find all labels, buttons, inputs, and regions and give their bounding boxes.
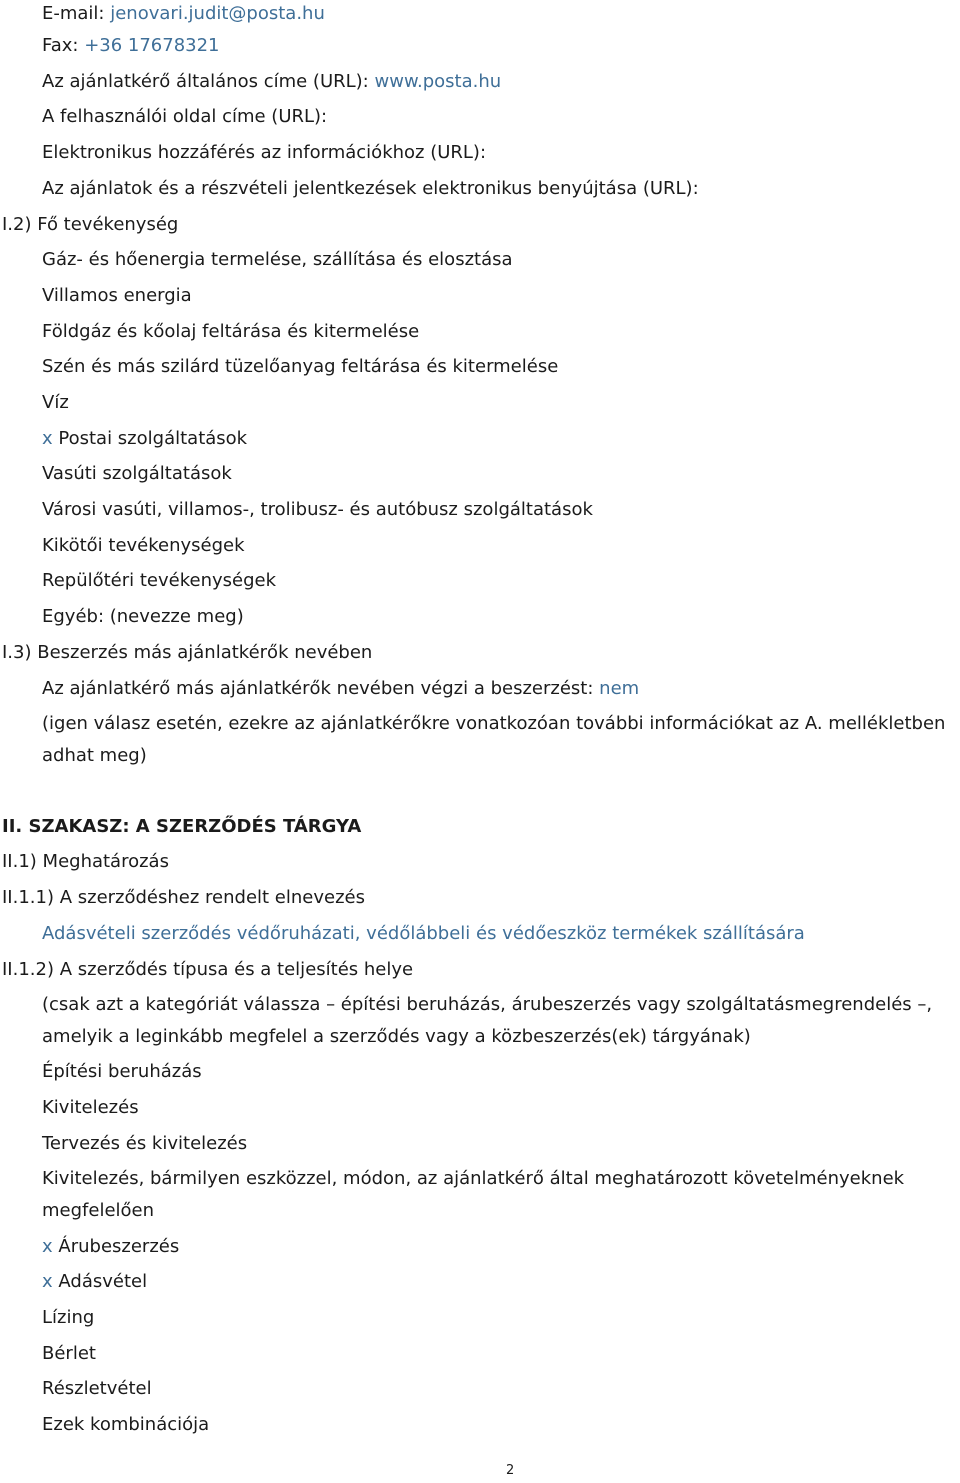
fax-line: [42, 34, 220, 58]
activity-label: Víz: [42, 392, 69, 413]
section-ii-heading: II. SZAKASZ: A SZERZŐDÉS TÁRGYA: [2, 816, 362, 837]
section-i2-heading: I.2) Fő tevékenység: [2, 214, 179, 235]
option-label: Kivitelezés: [42, 1097, 139, 1118]
contract-type-option-continued: [42, 1199, 154, 1223]
fax-value: +36 17678321: [84, 35, 220, 56]
activity-label: Repülőtéri tevékenységek: [42, 570, 277, 591]
activity-item: [42, 498, 593, 522]
contract-type-note: (csak azt a kategóriát válassza – építési beruházás, árubeszerzés vagy szolgáltatásmegrendelés –,: [42, 994, 933, 1015]
activity-item: [42, 427, 247, 451]
contract-name-heading: II.1.1) A szerződéshez rendelt elnevezés: [2, 887, 365, 908]
joint-procurement-answer: nem: [599, 678, 640, 699]
option-label: Lízing: [42, 1307, 95, 1328]
page-number: 2: [506, 1463, 515, 1478]
fax-label: Fax:: [42, 35, 79, 56]
url-label: Az ajánlatkérő általános címe (URL):: [42, 71, 369, 92]
url-line: [42, 70, 501, 94]
email-label: E-mail:: [42, 3, 105, 24]
option-label: megfelelően: [42, 1200, 155, 1221]
contract-type-option: [42, 1342, 96, 1366]
contract-type-option: [42, 1413, 209, 1437]
activity-item: [42, 355, 558, 379]
contract-type-note-continued: amelyik a leginkább megfelel a szerződés vagy a közbeszerzés(ek) tárgyának): [42, 1026, 751, 1047]
user-page-label: A felhasználói oldal címe (URL):: [42, 106, 328, 127]
contract-type-option: [42, 1060, 202, 1084]
contract-type-option: [42, 1132, 247, 1156]
activity-item: [42, 462, 232, 486]
contract-type-option: [42, 1096, 139, 1120]
activity-item: [42, 284, 192, 308]
activity-label: Szén és más szilárd tüzelőanyag feltárása és kitermelése: [42, 356, 559, 377]
activity-checkmark: x: [42, 428, 53, 449]
activity-label: Villamos energia: [42, 285, 192, 306]
activity-item: [42, 391, 69, 415]
activity-item: [42, 248, 513, 272]
activity-label: Vasúti szolgáltatások: [42, 463, 232, 484]
option-label: Építési beruházás: [42, 1061, 202, 1082]
option-label: Ezek kombinációja: [42, 1414, 210, 1435]
section-i3-heading: I.3) Beszerzés más ajánlatkérők nevében: [2, 642, 373, 663]
activity-label: Földgáz és kőolaj feltárása és kitermelése: [42, 321, 420, 342]
contract-type-option: [42, 1270, 147, 1294]
activity-item: [42, 569, 276, 593]
option-label: Adásvétel: [58, 1271, 148, 1292]
activity-label: Kikötői tevékenységek: [42, 535, 245, 556]
option-checkmark: x: [42, 1236, 53, 1257]
activity-item: [42, 534, 245, 558]
option-label: Kivitelezés, bármilyen eszközzel, módon, az ajánlatkérő által meghatározott követelményeknek: [42, 1168, 905, 1189]
activity-label: Egyéb: (nevezze meg): [42, 606, 244, 627]
contract-type-option: [42, 1167, 904, 1191]
joint-procurement-note-continued: adhat meg): [42, 745, 147, 766]
electronic-access-label: Elektronikus hozzáférés az információkhoz (URL):: [42, 142, 487, 163]
activity-item: [42, 320, 419, 344]
joint-procurement-line: [42, 677, 639, 701]
activity-item: [42, 605, 244, 629]
section-ii1-heading: II.1) Meghatározás: [2, 851, 169, 872]
email-line: [42, 2, 325, 26]
submission-label: Az ajánlatok és a részvételi jelentkezések elektronikus benyújtása (URL):: [42, 178, 699, 199]
email-link[interactable]: jenovari.judit@posta.hu: [110, 3, 325, 24]
activity-label: Városi vasúti, villamos-, trolibusz- és autóbusz szolgáltatások: [42, 499, 593, 520]
contract-type-option: [42, 1306, 94, 1330]
contract-type-option: [42, 1377, 152, 1401]
activity-label: Postai szolgáltatások: [58, 428, 248, 449]
option-label: Tervezés és kivitelezés: [42, 1133, 248, 1154]
option-checkmark: x: [42, 1271, 53, 1292]
joint-procurement-question: Az ajánlatkérő más ajánlatkérők nevében végzi a beszerzést:: [42, 678, 594, 699]
contract-name-value: Adásvételi szerződés védőruházati, védőlábbeli és védőeszköz termékek szállítására: [42, 923, 805, 944]
joint-procurement-note: (igen válasz esetén, ezekre az ajánlatkérőkre vonatkozóan további információkat az A. mellékletben: [42, 713, 946, 734]
url-link[interactable]: www.posta.hu: [374, 71, 502, 92]
option-label: Bérlet: [42, 1343, 96, 1364]
activity-label: Gáz- és hőenergia termelése, szállítása és elosztása: [42, 249, 513, 270]
option-label: Részletvétel: [42, 1378, 152, 1399]
option-label: Árubeszerzés: [58, 1236, 180, 1257]
contract-type-heading: II.1.2) A szerződés típusa és a teljesítés helye: [2, 959, 414, 980]
contract-type-option: [42, 1235, 179, 1259]
